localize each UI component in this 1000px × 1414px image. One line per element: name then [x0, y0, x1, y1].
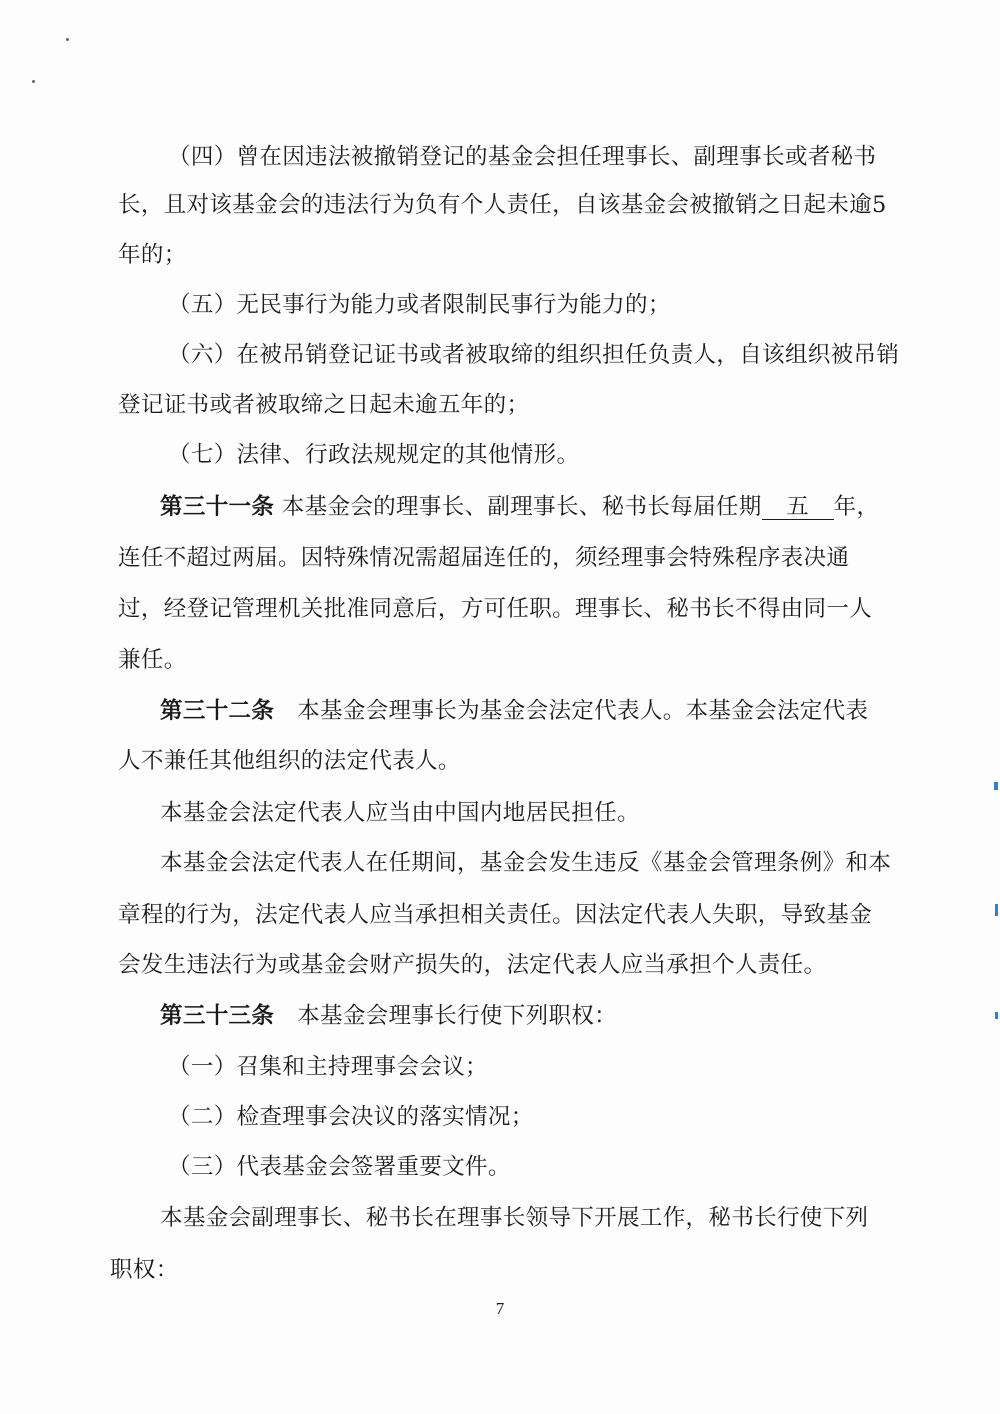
paragraph-line: 本基金会法定代表人在任期间，基金会发生违反《基金会管理条例》和本 — [160, 850, 892, 876]
paragraph-line: 年的； — [118, 242, 187, 268]
paragraph-line: 职权： — [110, 1257, 179, 1283]
article-text: 本基金会理事长为基金会法定代表人。本基金会法定代表 — [297, 698, 869, 724]
term-years-blank: 五 — [762, 495, 834, 520]
article-heading: 第三十二条 — [160, 698, 275, 724]
paragraph-line: 本基金会法定代表人应当由中国内地居民担任。 — [160, 800, 640, 826]
paragraph-line: （二）检查理事会决议的落实情况； — [168, 1104, 534, 1130]
paragraph-line: 本基金会副理事长、秘书长在理事长领导下开展工作，秘书长行使下列 — [160, 1205, 869, 1231]
article-33-first-line — [160, 1001, 617, 1031]
paragraph-line: 兼任。 — [118, 647, 187, 673]
scan-edge-mark — [994, 782, 998, 790]
article-31-first-line — [160, 492, 879, 522]
scan-edge-mark — [995, 904, 998, 916]
scan-speck — [32, 80, 35, 83]
paragraph-line: （四）曾在因违法被撤销登记的基金会担任理事长、副理事长或者秘书 — [168, 144, 877, 170]
paragraph-line: （一）召集和主持理事会会议； — [168, 1054, 488, 1080]
article-heading: 第三十三条 — [160, 1003, 275, 1029]
page-number: 7 — [495, 1299, 505, 1318]
paragraph-line: 长，且对该基金会的违法行为负有个人责任，自该基金会被撤销之日起未逾5 — [118, 192, 887, 218]
article-text: 本基金会理事长行使下列职权： — [297, 1003, 618, 1029]
paragraph-line: 过，经登记管理机关批准同意后，方可任职。理事长、秘书长不得由同一人 — [118, 596, 873, 622]
scan-speck — [66, 38, 69, 41]
paragraph-line: 登记证书或者被取缔之日起未逾五年的； — [118, 392, 530, 418]
paragraph-line: （五）无民事行为能力或者限制民事行为能力的； — [168, 292, 671, 318]
paragraph-line: 人不兼任其他组织的法定代表人。 — [118, 748, 461, 774]
paragraph-line: （七）法律、行政法规规定的其他情形。 — [168, 442, 580, 468]
paragraph-line: 章程的行为，法定代表人应当承担相关责任。因法定代表人失职，导致基金 — [118, 902, 873, 928]
paragraph-line: （三）代表基金会签署重要文件。 — [168, 1154, 511, 1180]
article-text: 年， — [833, 494, 880, 520]
paragraph-line: （六）在被吊销登记证书或者被取缔的组织担任负责人，自该组织被吊销 — [168, 342, 900, 368]
paragraph-line: 会发生违法行为或基金会财产损失的，法定代表人应当承担个人责任。 — [118, 952, 827, 978]
article-heading: 第三十一条 — [160, 494, 275, 520]
article-32-first-line — [160, 696, 868, 726]
paragraph-line: 连任不超过两届。因特殊情况需超届连任的，须经理事会特殊程序表决通 — [118, 545, 850, 571]
article-text: 本基金会的理事长、副理事长、秘书长每届任期 — [281, 494, 762, 520]
scan-edge-mark — [995, 1012, 998, 1019]
